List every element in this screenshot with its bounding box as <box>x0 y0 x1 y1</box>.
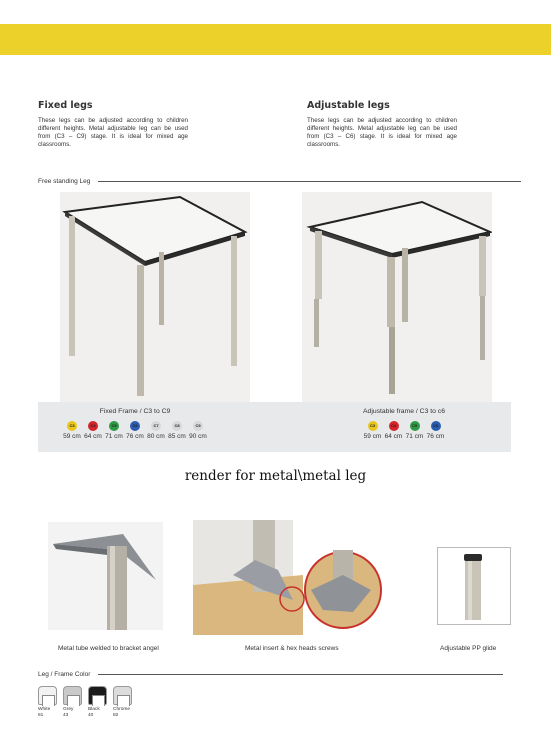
divider-line <box>98 181 521 182</box>
size-item <box>104 421 125 440</box>
top-accent-bar <box>0 24 551 55</box>
adjustable-legs-section <box>307 100 457 149</box>
free-standing-label: Free standing Leg <box>38 178 91 185</box>
size-badge-c4: C4 <box>389 421 399 431</box>
size-badge-c3: C3 <box>368 421 378 431</box>
glide-caption: Adjustable PP glide <box>440 645 497 652</box>
size-value: 76 cm <box>126 433 144 440</box>
divider-line <box>98 674 503 675</box>
fixed-legs-description: These legs can be adjusted according to children different heights. Metal adjustable leg can be used from (C3 – C9) stage. It is ideal for mixed age classrooms. <box>38 117 188 148</box>
tube-caption: Metal tube welded to bracket angel <box>58 645 159 652</box>
size-item <box>425 421 446 440</box>
color-divider <box>38 671 503 678</box>
size-value: 76 cm <box>426 433 445 440</box>
color-swatches <box>38 686 138 718</box>
adjustable-table-image <box>302 192 492 402</box>
color-label: Leg / Frame Color <box>38 671 91 678</box>
fixed-frame-sizes <box>60 421 210 440</box>
size-badge-c5: C5 <box>410 421 420 431</box>
fixed-legs-section <box>38 100 188 149</box>
swatch-chip <box>113 686 132 705</box>
swatch-label <box>38 707 61 718</box>
swatch-label <box>88 707 111 718</box>
swatch-label <box>113 707 136 718</box>
swatch-code: 40 <box>88 712 94 718</box>
swatch-chip <box>88 686 107 705</box>
adjustable-frame-sizes <box>345 421 463 440</box>
free-standing-divider <box>38 178 521 185</box>
fixed-frame-title: Fixed Frame / C3 to C9 <box>99 408 171 415</box>
size-badge-c8: C8 <box>172 421 182 431</box>
frame-size-band <box>38 402 511 452</box>
size-value: 64 cm <box>84 433 102 440</box>
adjustable-legs-heading: Adjustable legs <box>307 100 390 111</box>
size-item <box>125 421 146 440</box>
fixed-legs-heading: Fixed legs <box>38 100 93 111</box>
size-badge-c5: C5 <box>109 421 119 431</box>
size-badge-c7: C7 <box>151 421 161 431</box>
swatch-name: White <box>38 707 51 712</box>
swatch-code: 81 <box>38 712 44 718</box>
size-item <box>83 421 104 440</box>
swatch-label <box>63 707 86 718</box>
size-item <box>362 421 383 440</box>
swatch-chip <box>38 686 57 705</box>
size-badge-c6: C6 <box>431 421 441 431</box>
color-swatch-grey <box>63 686 86 718</box>
size-item <box>383 421 404 440</box>
size-value: 64 cm <box>384 433 403 440</box>
insert-screws-image <box>193 520 388 635</box>
adjustable-frame-title: Adjustable frame / C3 to c6 <box>363 408 445 415</box>
adjustable-frame-block <box>345 408 463 440</box>
size-item <box>62 421 83 440</box>
fixed-table-image <box>60 192 250 402</box>
size-value: 71 cm <box>405 433 424 440</box>
swatch-name: Chrome <box>113 707 131 712</box>
size-badge-c3: C3 <box>67 421 77 431</box>
size-value: 71 cm <box>105 433 123 440</box>
color-swatch-black <box>88 686 111 718</box>
size-value: 85 cm <box>168 433 186 440</box>
fixed-frame-block <box>60 408 210 440</box>
color-swatch-chrome <box>113 686 136 718</box>
render-title: render for metal\metal leg <box>184 468 367 484</box>
swatch-code: 43 <box>63 712 69 718</box>
insert-caption: Metal insert & hex heads screws <box>245 645 339 652</box>
swatch-chip <box>63 686 82 705</box>
swatch-name: Black <box>88 707 100 712</box>
size-item <box>188 421 209 440</box>
size-item <box>404 421 425 440</box>
size-item <box>167 421 188 440</box>
size-badge-c6: C6 <box>130 421 140 431</box>
size-value: 80 cm <box>147 433 165 440</box>
size-item <box>146 421 167 440</box>
size-badge-c9: C9 <box>193 421 203 431</box>
swatch-name: Grey <box>63 707 74 712</box>
size-badge-c4: C4 <box>88 421 98 431</box>
adjustable-legs-description: These legs can be adjusted according to children different heights. Metal adjustable leg can be used from (C3 – C6) stage. It is ideal for mixed age classrooms. <box>307 117 457 148</box>
color-swatch-white <box>38 686 61 718</box>
size-value: 59 cm <box>63 433 81 440</box>
pp-glide-image <box>437 547 511 625</box>
swatch-code: 82 <box>113 712 119 718</box>
size-value: 59 cm <box>363 433 382 440</box>
size-value: 90 cm <box>189 433 207 440</box>
tube-bracket-image <box>48 522 163 630</box>
